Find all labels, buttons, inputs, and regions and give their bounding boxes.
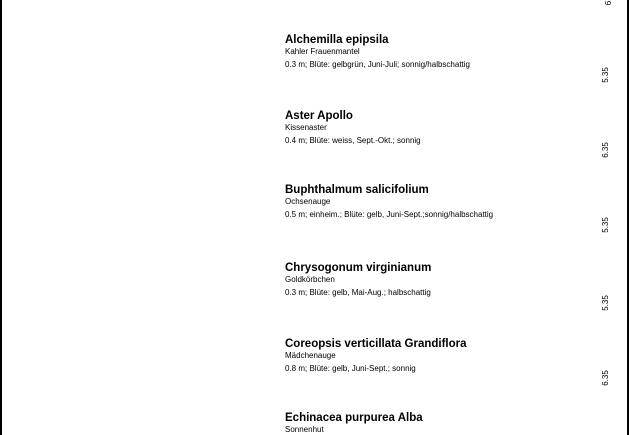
plant-entry — [285, 110, 585, 146]
plant-common-name: Kahler Frauenmantel — [285, 47, 360, 56]
plant-price: 6.35 — [601, 370, 610, 386]
plant-details: 0.8 m; Blüte: gelb, Juni-Sept.; sonnig — [285, 364, 416, 373]
plant-name: Echinacea purpurea Alba — [285, 412, 423, 424]
plant-details: 0.4 m; Blüte: weiss, Sept.-Okt.; sonnig — [285, 136, 421, 145]
plant-price: 5.35 — [601, 295, 610, 311]
plant-common-name: Ochsenauge — [285, 197, 331, 206]
plant-price: 5.35 — [601, 217, 610, 233]
plant-entry — [285, 412, 585, 435]
plant-name: Aster Apollo — [285, 110, 353, 122]
plant-price: 6.35 — [601, 142, 610, 158]
plant-details: 0.3 m; Blüte: gelb, Mai-Aug.; halbschattig — [285, 288, 431, 297]
plant-entry — [285, 34, 585, 70]
plant-name: Buphthalmum salicifolium — [285, 184, 429, 196]
plant-common-name: Kissenaster — [285, 123, 327, 132]
plant-name: Chrysogonum virginianum — [285, 262, 432, 274]
price-fragment-top: 6 — [604, 0, 613, 6]
plant-details: 0.3 m; Blüte: gelbgrün, Juni-Juli; sonnig/halbschattig — [285, 60, 470, 69]
plant-name: Alchemilla epipsila — [285, 34, 389, 46]
plant-entry — [285, 338, 585, 374]
plant-details: 0.5 m; einheim.; Blüte: gelb, Juni-Sept.;sonnig/halbschattig — [285, 210, 494, 219]
plant-price: 5.35 — [601, 67, 610, 83]
plant-common-name: Goldkörbchen — [285, 275, 335, 284]
plant-common-name: Mädchenauge — [285, 351, 336, 360]
plant-entry — [285, 184, 585, 220]
plant-name: Coreopsis verticillata Grandiflora — [285, 338, 467, 350]
plant-entry — [285, 262, 585, 298]
plant-common-name: Sonnenhut — [285, 425, 324, 434]
